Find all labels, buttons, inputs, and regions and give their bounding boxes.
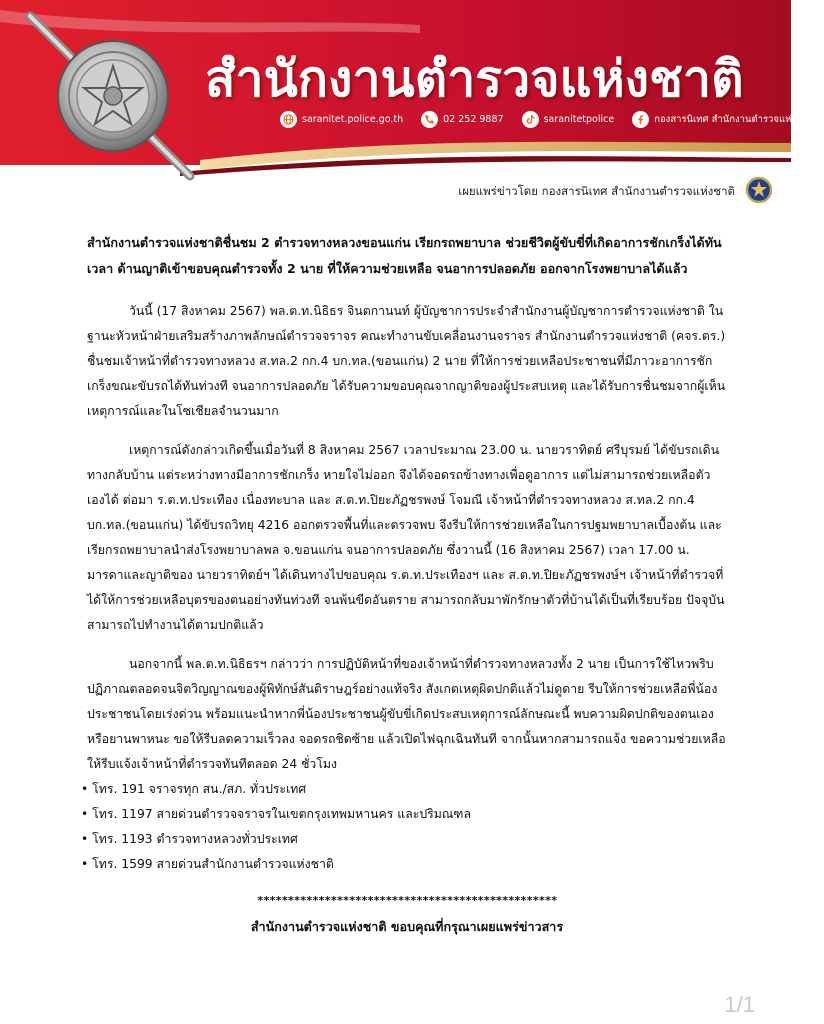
page-number: 1/1 [724,992,755,1017]
contact-tiktok-text: saranitetpolice [543,113,615,125]
contact-website[interactable] [280,111,403,128]
hotline-item: • โทร. 191 จราจรทุก สน./สภ. ทั่วประเทศ [81,777,727,802]
press-release-body [87,230,727,937]
contact-website-text: saranitet.police.go.th [302,113,404,125]
paragraph-2: เหตุการณ์ดังกล่าวเกิดขึ้นเมื่อวันที่ 8 สิงหาคม 2567 เวลาประมาณ 23.00 น. นายวราทิตย์ ศรีบุรมย์ ได้ขับรถเดินทางกลับบ้าน แต่ระหว่างทางมีอาการชักเกร็ง หายใจไม่ออก จึงได้จอดรถข้างทางเพื่อดูอาการ แต่ไม่สามารถช่วยเหลือตัวเองได้ ต่อมา ร.ต.ท.ประเทือง เนื่องทะบาล และ ส.ต.ท.ปิยะภัฏชรพงษ์ โจมณี เจ้าหน้าที่ตำรวจทางหลวง ส.ทล.2 กก.4 บก.ทล.(ขอนแก่น) ได้ขับรถวิทยุ 4216 ออกตรวจพื้นที่และตรวจพบ จึงรีบให้การช่วยเหลือในการปฐมพยาบาลเบื้องต้น และเรียกรถพยาบาลนำส่งโรงพยาบาลพล จ.ขอนแก่น จนอาการปลอดภัย ซึ่งวานนี้ (16 สิงหาคม 2567) เวลา 17.00 น. มารดาและญาติของ นายวราทิตย์ฯ ได้เดินทางไปขอบคุณ ร.ต.ท.ประเทืองฯ และ ส.ต.ท.ปิยะภัฏชรพงษ์ฯ เจ้าหน้าที่ตำรวจที่ได้ให้การช่วยเหลือบุตรของตนอย่างทันท่วงที จนพ้นขีดอันตราย สามารถกลับมาพักรักษาตัวที่บ้านได้เป็นที่เรียบร้อย ปัจจุบันสามารถไปทำงานได้ตามปกติแล้ว [87,443,725,632]
hotline-item: • โทร. 1197 สายด่วนตำรวจจราจรในเขตกรุงเทพมหานคร และปริมณฑล [81,802,727,827]
contact-bar [280,108,824,130]
contact-tiktok[interactable] [522,111,615,128]
hotline-list [81,777,727,877]
contact-phone[interactable] [421,111,503,128]
header-banner [0,0,814,180]
globe-icon [280,111,297,128]
phone-icon [421,111,438,128]
contact-phone-text: 02 252 9887 [443,113,504,125]
hotline-item: • โทร. 1599 สายด่วนสำนักงานตำรวจแห่งชาติ [81,852,727,877]
facebook-icon [632,111,649,128]
banner-title: สำนักงานตำรวจแห่งชาติ [205,50,744,108]
contact-facebook[interactable] [632,111,814,128]
headline: สำนักงานตำรวจแห่งชาติชื่นชม 2 ตำรวจทางหลวงขอนแก่น เรียกรถพยาบาล ช่วยชีวิตผู้ขับขี่ที่เกิดอาการชักเกร็งได้ทันเวลา ด้านญาติเข้าขอบคุณตำรวจทั้ง 2 นาย ที่ให้ความช่วยเหลือ จนอาการปลอดภัย ออกจากโรงพยาบาลได้แล้ว [87,235,722,276]
paragraph-3: นอกจากนี้ พล.ต.ท.นิธิธรฯ กล่าวว่า การปฏิบัติหน้าที่ของเจ้าหน้าที่ตำรวจทางหลวงทั้ง 2 นาย เป็นการใช้ไหวพริบปฏิภาณตลอดจนจิตวิญญาณของผู้พิทักษ์สันติราษฎร์อย่างแท้จริง สังเกตเหตุผิดปกติแล้วไม่ดูดาย รีบให้การช่วยเหลือพี่น้องประชาชนโดยเร่งด่วน พร้อมแนะนำหากพี่น้องประชาชนผู้ขับขี่เกิดประสบเหตุการณ์ลักษณะนี้ พบความผิดปกติของตนเองหรือยานพาหนะ ขอให้รีบลดความเร็วลง จอดรถชิดซ้าย แล้วเปิดไฟฉุกเฉินทันที จากนั้นหากสามารถแจ้ง ขอความช่วยเหลือ ให้รีบแจ้งเจ้าหน้าที่ตำรวจทันทีตลอด 24 ชั่วโมง [87,657,726,771]
footer-thanks: สำนักงานตำรวจแห่งชาติ ขอบคุณที่กรุณาเผยแพร่ข่าวสาร [250,919,564,934]
contact-facebook-text: กองสารนิเทศ สำนักงานตำรวจแห่งชาติ [654,113,814,125]
publisher-line: เผยแพร่ข่าวโดย กองสารนิเทศ สำนักงานตำรวจแห่งชาติ [458,184,735,198]
hotline-item: • โทร. 1193 ตำรวจทางหลวงทั่วประเทศ [81,827,727,852]
tiktok-icon [522,111,539,128]
police-badge-icon [745,176,773,204]
police-emblem-logo [18,8,208,183]
separator: ************************************************* [256,894,557,907]
paragraph-1: วันนี้ (17 สิงหาคม 2567) พล.ต.ท.นิธิธร จินตกานนท์ ผู้บัญชาการประจำสำนักงานผู้บัญชาการตำรวจแห่งชาติ ในฐานะหัวหน้าฝ่ายเสริมสร้างภาพลักษณ์ตำรวจจราจร คณะทำงานขับเคลื่อนงานจราจร สำนักงานตำรวจแห่งชาติ (คจร.ตร.) ชื่นชมเจ้าหน้าที่ตำรวจทางหลวง ส.ทล.2 กก.4 บก.ทล.(ขอนแก่น) 2 นาย ที่ให้การช่วยเหลือประชาชนที่มีภาวะอาการชักเกร็งขณะขับรถได้ทันท่วงที จนอาการปลอดภัย ได้รับความขอบคุณจากญาติของผู้ประสบเหตุ และได้รับการชื่นชมจากผู้เห็นเหตุการณ์และในโซเชียลจำนวนมาก [87,304,726,418]
